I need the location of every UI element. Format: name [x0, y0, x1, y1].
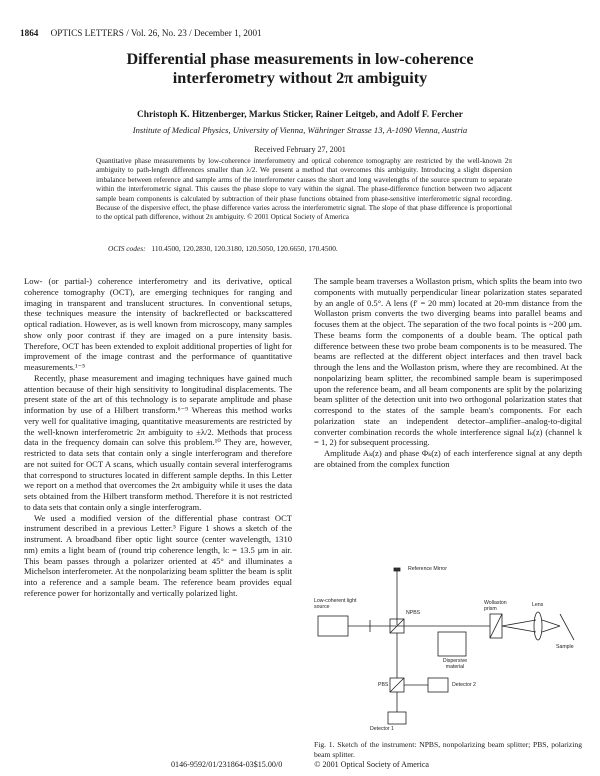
- paragraph: We used a modified version of the differential phase contrast OCT instrument described in a previous Letter.⁵ Figure 1 shows a sketch of the instrument. A broadband fiber optic light source (center wavelength, 1310 nm) emits a light beam of (round trip coherence length, lᴄ = 13.5 μm in air. This beam passes through a polarizer oriented at 45° and illuminates a Michelson interferometer. At the nonpolarizing beam splitter the beam is split into a reference and a sample beam. The reference beam provides equal reference power for horizontally and vertically polarized light.: [24, 512, 292, 598]
- article-code: 0146-9592/01/231864-03$15.00/0: [170, 760, 283, 769]
- wollaston-diagonal: [490, 614, 502, 638]
- label-wollaston: Wollaston prism: [484, 600, 507, 612]
- title-line-1: Differential phase measurements in low-coherence: [126, 50, 474, 68]
- label-detector-1: Detector 1: [370, 726, 394, 732]
- label-lens: Lens: [532, 602, 544, 608]
- focus-beam-upper: [542, 620, 560, 626]
- label-npbs: NPBS: [406, 610, 421, 616]
- abstract: Quantitative phase measurements by low-coherence interferometry and optical coherence tomography are restricted by the well-known 2π ambiguity to path-length differences smaller than λ/2. We present a method that overcomes this ambiguity. Introducing a slight dispersion imbalance between reference and sample arms of the interferometer causes the short and long wavelengths of the source spectrum to separate within the interferometric signal. This causes the phase slope to vary within the signal. The phase-difference function between two adjacent sample beam components is calculated by subtraction of their phase functions obtained from phase-sensitive interferometric signal recording. Because of the dispersive effect, the phase difference varies across the interferometric signal. The slope of that phase difference is proportional to the optical path difference, without 2π ambiguity. © 2001 Optical Society of America: [96, 157, 512, 222]
- right-column: [314, 276, 582, 470]
- label-pbs: PBS: [378, 682, 389, 688]
- ocis-codes: [108, 244, 528, 253]
- split-beam-upper: [502, 620, 536, 626]
- detector-1-box: [388, 712, 406, 724]
- figure-1-instrument-sketch: [310, 540, 586, 738]
- pbs-diagonal: [390, 678, 404, 692]
- label-light-source: Low-coherent light source: [314, 598, 357, 610]
- paragraph: Recently, phase measurement and imaging techniques have gained much attention because of their high sensitivity to longitudinal displacements. The present state of the art of this technology is to separate amplitude and phase information by use of a Hilbert transform.⁶⁻⁹ Whereas this method works very well for qualitative imaging, quantitative measurements are restricted by the well-known interferometric 2π ambiguity to ±λ/2. Methods that process data in the frequency domain can solve this problem.¹⁰ They are, however, restricted to data sets that contain only a single interferogram and therefore are not suited for OCT A scans, which usually contain several interferograms that correspond to structures located in different sample depths. In this Letter we report on a method that overcomes the 2π ambiguity while it uses the data sets obtained from the Hilbert transform method. Therefore it is not restricted to data sets that contain only a single interferogram.: [24, 372, 292, 512]
- running-header: [20, 28, 580, 38]
- page-number: 1864: [20, 28, 39, 38]
- author-list: Christoph K. Hitzenberger, Markus Sticker, Rainer Leitgeb, and Adolf F. Fercher: [137, 110, 463, 120]
- figure-caption: Fig. 1. Sketch of the instrument: NPBS, nonpolarizing beam splitter; PBS, polarizing beam splitter.: [314, 740, 582, 759]
- light-source-box: [318, 616, 348, 636]
- page-footer: [150, 760, 450, 769]
- journal-citation: OPTICS LETTERS / Vol. 26, No. 23 / December 1, 2001: [50, 28, 262, 38]
- paragraph: Amplitude Aₖ(z) and phase Φₖ(z) of each interference signal at any depth are obtained from the complex function: [314, 448, 582, 469]
- dispersive-material-box: [438, 632, 466, 656]
- paragraph: The sample beam traverses a Wollaston prism, which splits the beam into two components with mutually perpendicular linear polarization states separated by an angle of 0.5°. A lens (f′ = 20 mm) located at 20-mm distance from the Wollaston prism converts the two diverging beams into parallel beams and focuses them at the object. The separation of the two focal points is ~200 μm. These beams form the components of a double beam. The optical path difference between these two probe beam components is to be measured. The beams are reflected at the different object interfaces and then travel back through the lens and the Wollaston prism, where they are recombined. At the nonpolarizing beam splitter, the recombined sample beam is superimposed upon the reference beam, and all beam components are split by the polarizing beam splitter of the detection unit into two orthogonal polarization states that correspond to the states of the sample beam's components. For each polarization state an independent detector–amplifier–analog-to-digital converter combination records the whole interference signal Iₖ(z) (channel k = 1, 2) for subsequent processing.: [314, 276, 582, 448]
- label-detector-2: Detector 2: [452, 682, 476, 688]
- label-sample: Sample: [556, 644, 574, 650]
- label-dispersive-material: Dispersive material: [442, 658, 468, 670]
- focus-beam-lower: [542, 626, 560, 632]
- ocis-values: 110.4500, 120.2830, 120.3180, 120.5050, 120.6650, 170.4500.: [151, 244, 338, 253]
- optical-setup-diagram: [310, 540, 586, 738]
- article-title: [40, 50, 560, 88]
- label-reference-mirror: Reference Mirror: [408, 566, 447, 572]
- affiliation: Institute of Medical Physics, University of Vienna, Währinger Strasse 13, A-1090 Vienna, Austria: [132, 125, 468, 135]
- ocis-label: OCIS codes:: [108, 244, 146, 253]
- lens-shape: [534, 612, 542, 640]
- left-column: [24, 276, 292, 599]
- split-beam-lower: [502, 626, 536, 632]
- sample-surface: [560, 614, 574, 640]
- title-line-2: interferometry without 2π ambiguity: [172, 69, 428, 87]
- paragraph: Low- (or partial-) coherence interferometry and its derivative, optical coherence tomography (OCT), are emerging techniques for ranging and imaging in transparent and translucent structures. In conventional setups, these techniques measure the intensity of backreflected or backscattered optical radiation. However, as is well known from microscopy, many samples show only poor contrast if they are imaged on a pure intensity basis. Therefore, OCT has been extended to exploit additional properties of light for improvement of the image contrast and the performance of quantitative measurements.¹⁻⁵: [24, 276, 292, 372]
- copyright: © 2001 Optical Society of America: [314, 760, 430, 769]
- received-date: Received February 27, 2001: [254, 145, 346, 154]
- reference-mirror-shape: [394, 568, 400, 571]
- detector-2-box: [428, 678, 448, 692]
